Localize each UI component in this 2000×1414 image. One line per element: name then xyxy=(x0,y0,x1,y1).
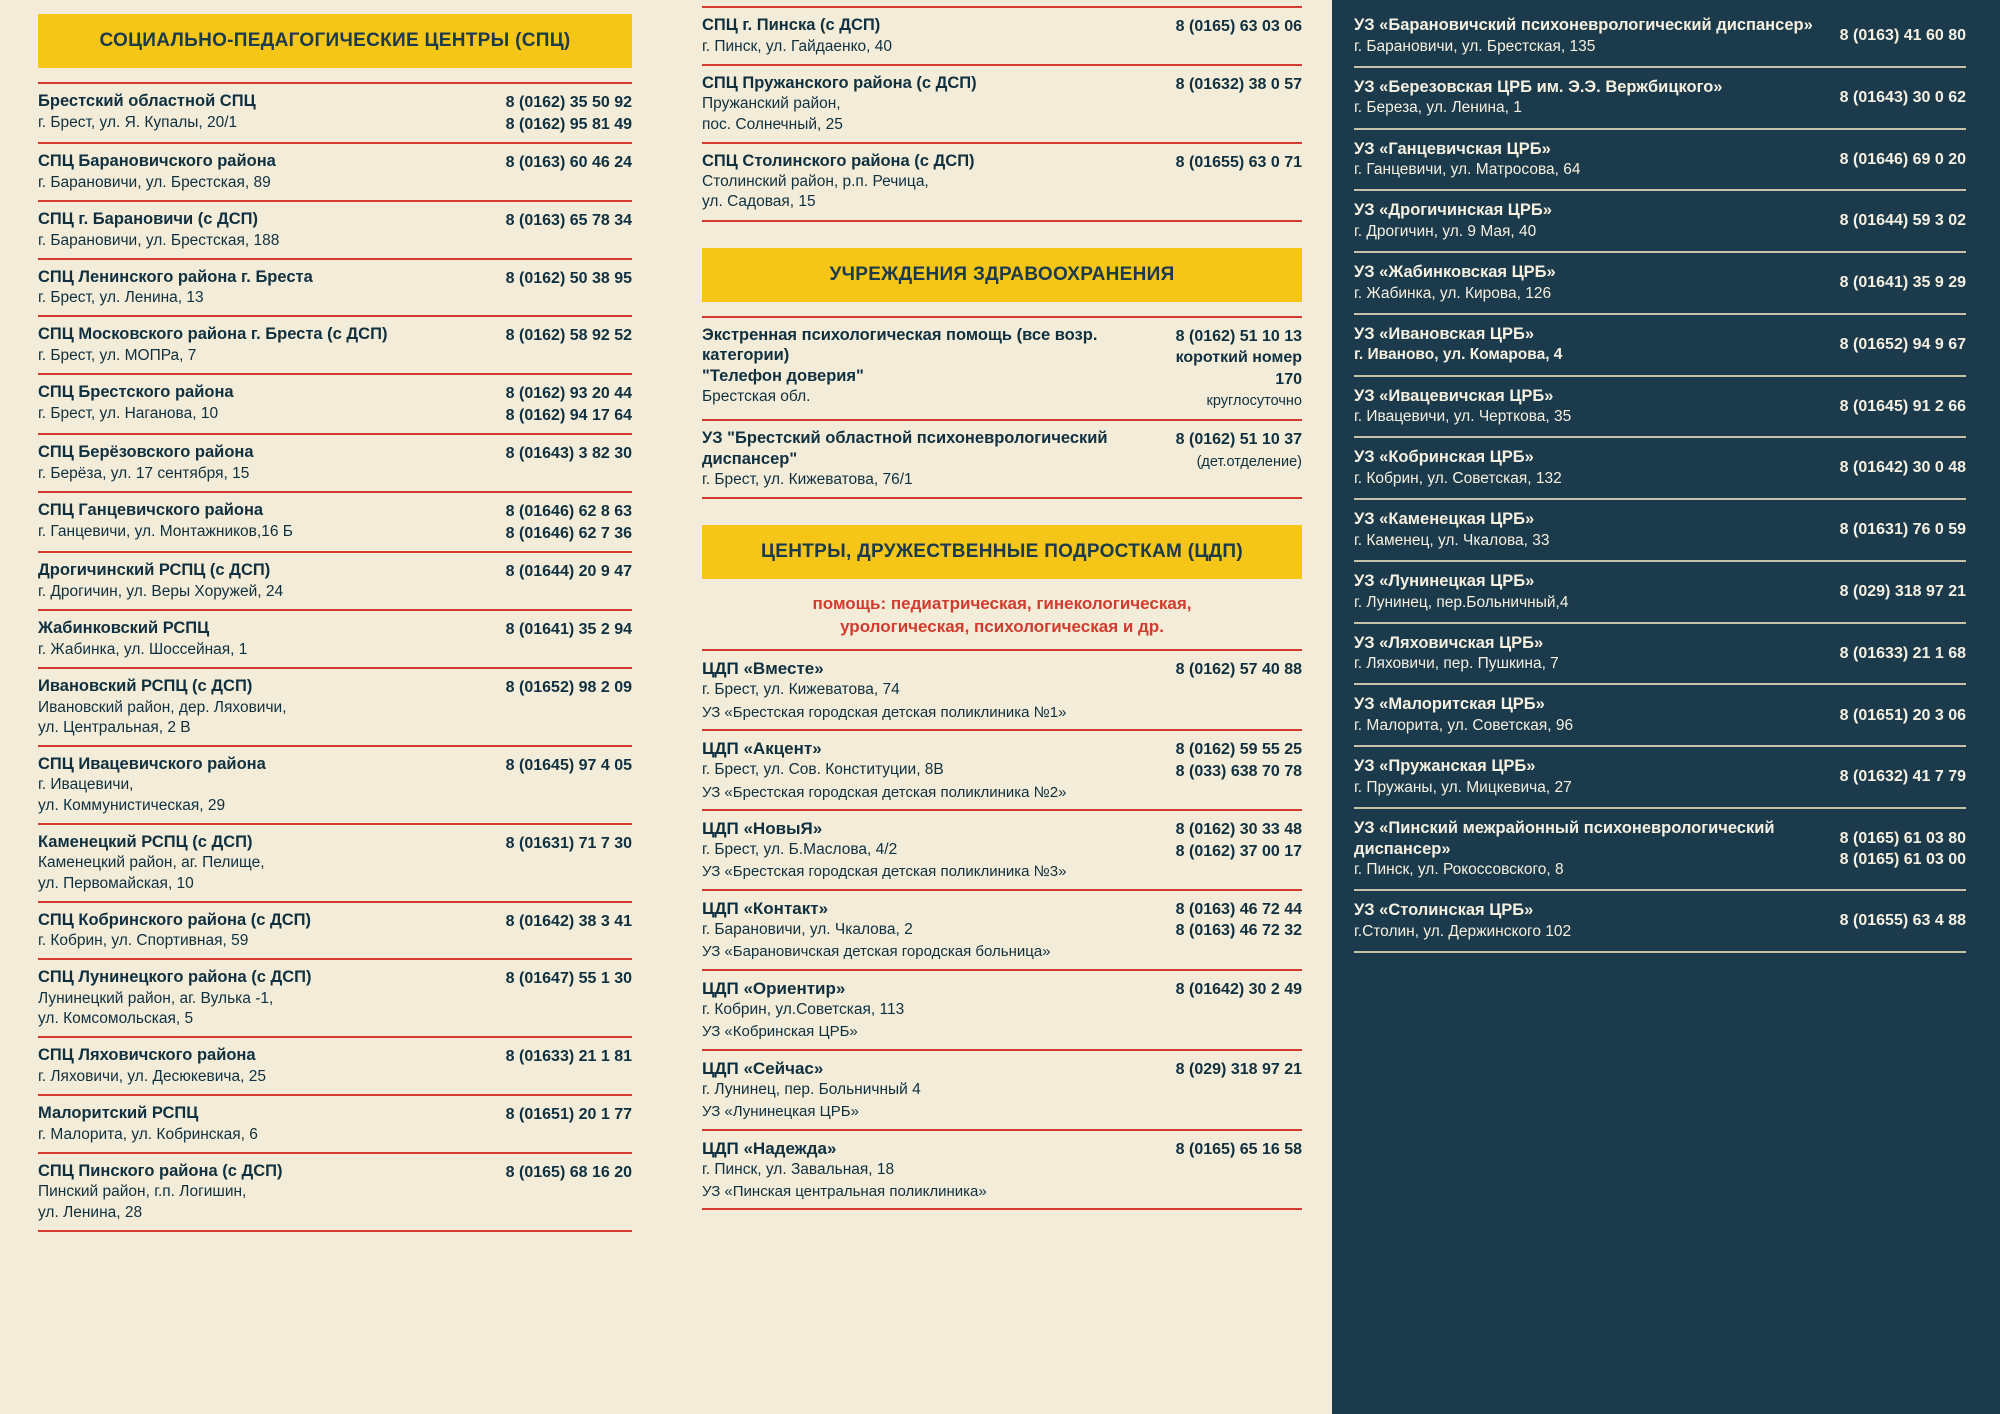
entry-address: г. Каменец, ул. Чкалова, 33 xyxy=(1354,531,1550,549)
entry-address: г. Пинск, ул. Завальная, 18 xyxy=(702,1160,895,1178)
entry-address: Брестская обл. xyxy=(702,388,811,406)
entry-name: СПЦ Московского района г. Бреста (с ДСП) xyxy=(38,325,388,344)
directory-entry xyxy=(38,375,632,435)
entry-address: г. Иваново, ул. Комарова, 4 xyxy=(1354,346,1563,364)
entry-name: ЦДП «НовыЯ» xyxy=(702,819,823,838)
entry-info xyxy=(38,1161,292,1223)
entry-address: Пинский район, г.п. Логишин, ул. Ленина, 28 xyxy=(38,1183,247,1221)
entry-address: г. Барановичи, ул. Брестская, 89 xyxy=(38,173,271,191)
entry-info xyxy=(38,618,257,660)
cdp-list xyxy=(702,649,1302,1210)
entry-name: СПЦ Ганцевичского района xyxy=(38,501,264,520)
entry-info xyxy=(702,15,902,57)
entry-name: СПЦ Ивацевичского района xyxy=(38,754,266,773)
entry-name: СПЦ Пинского района (с ДСП) xyxy=(38,1161,283,1180)
directory-entry xyxy=(702,66,1302,144)
entry-address: г. Брест, ул. Сов. Конституции, 8В xyxy=(702,761,944,779)
entry-phone[interactable]: 8 (01651) 20 3 06 xyxy=(1839,706,1966,724)
entry-phone[interactable]: 8 (029) 318 97 21 xyxy=(1839,582,1966,600)
banner-health: УЧРЕЖДЕНИЯ ЗДРАВООХРАНЕНИЯ xyxy=(702,248,1302,302)
entry-info xyxy=(702,1058,931,1122)
column-spc xyxy=(0,0,672,1414)
entry-name: ЦДП «Акцент» xyxy=(702,739,822,759)
entry-address: г. Барановичи, ул. Брестская, 135 xyxy=(1354,37,1596,55)
entry-phone[interactable]: 8 (01641) 35 9 29 xyxy=(1839,274,1966,292)
entry-address: г. Брест, ул. Кижеватова, 74 xyxy=(702,681,900,699)
entry-info xyxy=(1354,139,1591,181)
entry-address: г. Брест, ул. Наганова, 10 xyxy=(38,404,219,422)
directory-entry xyxy=(38,611,632,669)
entry-address: г. Кобрин, ул. Спортивная, 59 xyxy=(38,932,249,950)
entry-name: СПЦ Пружанского района (с ДСП) xyxy=(702,73,977,92)
spc-list xyxy=(38,82,632,1232)
entry-address: г. Лунинец, пер. Больничный 4 xyxy=(702,1080,921,1098)
entry-phone[interactable]: 8 (01645) 97 4 05 xyxy=(505,756,632,774)
entry-phone[interactable]: 8 (01645) 91 2 66 xyxy=(1839,397,1966,415)
entry-info xyxy=(1354,15,1823,57)
entry-phone[interactable]: 8 (0162) 50 38 95 xyxy=(505,269,632,287)
entry-address: г. Пинск, ул. Рокоссовского, 8 xyxy=(1354,861,1564,879)
health-list xyxy=(702,316,1302,500)
entry-info xyxy=(702,428,1176,490)
entry-info xyxy=(702,818,1076,882)
entry-info xyxy=(1354,694,1583,736)
entry-phone[interactable]: 8 (0163) 46 72 44 8 (0163) 46 72 32 xyxy=(1175,900,1302,940)
entry-phone[interactable]: 8 (01655) 63 0 71 xyxy=(1175,153,1302,171)
directory-entry xyxy=(38,553,632,611)
entry-name: УЗ «Столинская ЦРБ» xyxy=(1354,901,1534,920)
entry-name: УЗ «Пружанская ЦРБ» xyxy=(1354,757,1536,776)
directory-entry xyxy=(1354,130,1966,192)
entry-institution: УЗ «Брестская городская детская поликлиника №3» xyxy=(702,863,1067,881)
directory-entry xyxy=(38,435,632,493)
entry-institution: УЗ «Барановичская детская городская больница» xyxy=(702,943,1051,961)
entry-name: Ивановский РСПЦ (с ДСП) xyxy=(38,676,253,695)
entry-info xyxy=(702,73,987,135)
directory-entry xyxy=(1354,191,1966,253)
entry-phone[interactable]: 8 (0162) 59 55 25 8 (033) 638 70 78 xyxy=(1175,741,1302,780)
entry-name: УЗ "Брестский областной психоневрологический диспансер" xyxy=(702,428,1108,468)
entry-address: Каменецкий район, аг. Пелище, ул. Первомайская, 10 xyxy=(38,854,265,892)
entry-phone[interactable]: 8 (01642) 38 3 41 xyxy=(505,912,632,930)
directory-entry xyxy=(702,6,1302,66)
entry-phone[interactable]: 8 (0163) 60 46 24 xyxy=(505,154,632,172)
entry-name: Дрогичинский РСПЦ (с ДСП) xyxy=(38,561,271,580)
entry-phone[interactable]: 8 (01632) 41 7 79 xyxy=(1839,768,1966,786)
directory-entry xyxy=(1354,747,1966,809)
entry-address: г. Лунинец, пер.Больничный,4 xyxy=(1354,593,1569,611)
entry-address: г. Дрогичин, ул. Веры Хоружей, 24 xyxy=(38,583,284,601)
entry-info xyxy=(38,209,289,251)
entry-name: ЦДП «Надежда» xyxy=(702,1138,837,1158)
directory-entry xyxy=(702,316,1302,421)
entry-address: г. Пинск, ул. Гайдаенко, 40 xyxy=(702,37,893,55)
banner-cdp: ЦЕНТРЫ, ДРУЖЕСТВЕННЫЕ ПОДРОСТКАМ (ЦДП) xyxy=(702,525,1302,579)
entry-name: СПЦ Берёзовского района xyxy=(38,443,254,462)
entry-address: г. Жабинка, ул. Шоссейная, 1 xyxy=(38,640,248,658)
entry-phone[interactable]: 8 (01651) 20 1 77 xyxy=(505,1106,632,1124)
directory-entry xyxy=(702,811,1302,891)
entry-name: СПЦ г. Пинска (с ДСП) xyxy=(702,16,881,34)
directory-entry xyxy=(702,1051,1302,1131)
entry-name: СПЦ Барановичского района xyxy=(38,152,276,171)
entry-phone[interactable]: 8 (0165) 68 16 20 xyxy=(505,1163,632,1181)
directory-entry xyxy=(38,317,632,375)
entry-info xyxy=(702,658,1076,722)
entry-address: г. Малорита, ул. Советская, 96 xyxy=(1354,717,1574,735)
entry-name: СПЦ Ляховичского района xyxy=(38,1046,256,1065)
entry-address: г. Ганцевичи, ул. Монтажников,16 Б xyxy=(38,522,293,540)
entry-info xyxy=(38,442,264,484)
entry-phone[interactable]: 8 (01633) 21 1 81 xyxy=(505,1048,632,1066)
entry-phone[interactable]: 8 (01641) 35 2 94 xyxy=(505,621,632,639)
directory-entry xyxy=(702,421,1302,499)
entry-address: г. Жабинка, ул. Кирова, 126 xyxy=(1354,284,1552,302)
entry-name: УЗ «Барановичский психоневрологический диспансер» xyxy=(1354,16,1813,34)
entry-info xyxy=(38,560,293,602)
entry-info xyxy=(38,91,266,133)
entry-info xyxy=(38,910,321,952)
directory-entry xyxy=(702,891,1302,971)
directory-entry xyxy=(702,144,1302,222)
entry-name: УЗ «Лунинецкая ЦРБ» xyxy=(1354,571,1535,590)
cdp-subtitle: помощь: педиатрическая, гинекологическая, урологическая, психологическая и др. xyxy=(812,594,1192,637)
entry-address: г. Брест, ул. Я. Купалы, 20/1 xyxy=(38,113,238,131)
entry-address: г. Кобрин, ул. Советская, 132 xyxy=(1354,469,1562,487)
entry-name: СПЦ г. Барановичи (с ДСП) xyxy=(38,209,259,228)
entry-phone[interactable]: 8 (0165) 65 16 58 xyxy=(1175,1140,1302,1158)
entry-info xyxy=(702,1138,997,1202)
directory-entry xyxy=(1354,891,1966,953)
entry-info xyxy=(1354,447,1572,489)
entry-phone-note: (дет.отделение) xyxy=(1196,453,1302,470)
entry-phone[interactable]: 8 (0163) 41 60 80 xyxy=(1839,27,1966,45)
entry-phone[interactable]: 8 (0162) 35 50 92 8 (0162) 95 81 49 xyxy=(505,94,632,133)
directory-entry xyxy=(702,731,1302,811)
entry-info xyxy=(1354,509,1559,551)
entry-address: г. Пружаны, ул. Мицкевича, 27 xyxy=(1354,778,1572,796)
entry-info xyxy=(38,1045,276,1087)
directory-entry xyxy=(1354,315,1966,377)
entry-institution: УЗ «Брестская городская детская поликлиника №1» xyxy=(702,703,1067,721)
entry-phone[interactable]: 8 (01655) 63 4 88 xyxy=(1839,912,1966,930)
entry-info xyxy=(1354,633,1569,675)
directory-entry xyxy=(38,669,632,747)
entry-institution: УЗ «Лунинецкая ЦРБ» xyxy=(702,1103,859,1121)
entry-phone[interactable]: 8 (01632) 38 0 57 xyxy=(1175,75,1302,93)
entry-phone-note: круглосуточно xyxy=(1206,393,1302,410)
entry-address: г.Столин, ул. Держинского 102 xyxy=(1354,922,1572,940)
entry-phone[interactable]: 8 (0162) 51 10 13 короткий номер 170 круглосуточно xyxy=(1175,327,1302,410)
entry-address: г. Барановичи, ул. Чкалова, 2 xyxy=(702,921,913,939)
entry-address: г. Брест, ул. МОПРа, 7 xyxy=(38,347,197,365)
entry-name: СПЦ Брестского района xyxy=(38,383,234,402)
directory-entry xyxy=(38,1154,632,1232)
entry-phone[interactable]: 8 (01646) 62 8 63 8 (01646) 62 7 36 xyxy=(505,503,632,542)
entry-address: г. Береза, ул. Ленина, 1 xyxy=(1354,99,1522,117)
entry-phone[interactable]: 8 (01644) 59 3 02 xyxy=(1839,212,1966,230)
entry-phone[interactable]: 8 (01647) 55 1 30 xyxy=(505,970,632,988)
entry-phone[interactable]: 8 (0162) 93 20 44 8 (0162) 94 17 64 xyxy=(505,385,632,424)
entry-address: г. Ганцевичи, ул. Матросова, 64 xyxy=(1354,161,1581,179)
entry-info xyxy=(1354,818,1840,880)
entry-address: Ивановский район, дер. Ляховичи, ул. Центральная, 2 В xyxy=(38,698,287,736)
directory-entry xyxy=(38,260,632,318)
entry-address: г. Малорита, ул. Кобринская, 6 xyxy=(38,1125,258,1143)
entry-name: ЦДП «Сейчас» xyxy=(702,1058,824,1078)
directory-entry xyxy=(702,649,1302,731)
entry-phone[interactable]: 8 (01644) 20 9 47 xyxy=(505,563,632,581)
entry-name: Жабинковский РСПЦ xyxy=(38,619,210,638)
entry-name: УЗ «Пинский межрайонный психоневрологический диспансер» xyxy=(1354,818,1775,858)
directory-entry xyxy=(702,971,1302,1051)
entry-info xyxy=(702,325,1176,408)
entry-phone[interactable]: 8 (0165) 61 03 80 8 (0165) 61 03 00 xyxy=(1839,829,1966,869)
entry-phone[interactable]: 8 (01633) 21 1 68 xyxy=(1839,644,1966,662)
entry-name: УЗ «Жабинковская ЦРБ» xyxy=(1354,263,1556,282)
entry-name: ЦДП «Ориентир» xyxy=(702,978,846,998)
directory-entry xyxy=(38,825,632,903)
entry-name: СПЦ Ленинского района г. Бреста xyxy=(38,267,313,286)
directory-entry xyxy=(38,493,632,553)
entry-phone[interactable]: 8 (01646) 69 0 20 xyxy=(1839,150,1966,168)
entry-institution: УЗ «Кобринская ЦРБ» xyxy=(702,1023,858,1041)
entry-info xyxy=(38,324,397,366)
entry-info xyxy=(1354,386,1581,428)
entry-name: СПЦ Лунинецкого района (с ДСП) xyxy=(38,968,312,987)
entry-address: г. Брест, ул. Кижеватова, 76/1 xyxy=(702,471,913,489)
directory-entry xyxy=(38,903,632,961)
entry-info xyxy=(38,151,286,193)
directory-entry xyxy=(1354,68,1966,130)
entry-name: УЗ «Каменецкая ЦРБ» xyxy=(1354,510,1535,529)
entry-info xyxy=(38,382,244,424)
entry-institution: УЗ «Пинская центральная поликлиника» xyxy=(702,1182,987,1200)
entry-phone[interactable]: 8 (0163) 65 78 34 xyxy=(505,211,632,229)
entry-address: г. Дрогичин, ул. 9 Мая, 40 xyxy=(1354,222,1537,240)
entry-name: ЦДП «Контакт» xyxy=(702,898,829,918)
entry-name: Экстренная психологическая помощь (все возр. категории) "Телефон доверия" xyxy=(702,325,1098,385)
entry-phone[interactable]: 8 (0162) 30 33 48 8 (0162) 37 00 17 xyxy=(1175,821,1302,860)
entry-name: ЦДП «Вместе» xyxy=(702,659,824,679)
entry-phone[interactable]: 8 (01643) 30 0 62 xyxy=(1839,88,1966,106)
entry-info xyxy=(1354,324,1572,366)
directory-entry xyxy=(1354,6,1966,68)
entry-address: г. Ивацевичи, ул. Черткова, 35 xyxy=(1354,408,1572,426)
entry-info xyxy=(38,754,276,816)
directory-entry xyxy=(1354,562,1966,624)
entry-address: г. Ляховичи, ул. Десюкевича, 25 xyxy=(38,1067,266,1085)
entry-info xyxy=(38,267,323,309)
entry-name: Малоритский РСПЦ xyxy=(38,1104,199,1123)
directory-entry xyxy=(1354,438,1966,500)
directory-entry xyxy=(38,960,632,1038)
entry-info xyxy=(38,676,297,738)
banner-spc: СОЦИАЛЬНО-ПЕДАГОГИЧЕСКИЕ ЦЕНТРЫ (СПЦ) xyxy=(38,14,632,68)
entry-address: Столинский район, р.п. Речица, ул. Садовая, 15 xyxy=(702,173,929,211)
entry-name: УЗ «Малоритская ЦРБ» xyxy=(1354,695,1545,714)
entry-info xyxy=(702,738,1076,802)
entry-phone[interactable]: 8 (01631) 71 7 30 xyxy=(505,834,632,852)
entry-name: УЗ «Дрогичинская ЦРБ» xyxy=(1354,201,1552,220)
directory-entry xyxy=(1354,377,1966,439)
directory-entry xyxy=(38,747,632,825)
entry-info xyxy=(702,898,1061,962)
entry-address: г. Кобрин, ул.Советская, 113 xyxy=(702,1001,905,1019)
column-middle xyxy=(672,0,1332,1414)
entry-info xyxy=(1354,77,1733,119)
entry-phone[interactable]: 8 (01652) 94 9 67 xyxy=(1839,335,1966,353)
entry-info xyxy=(38,1103,268,1145)
entry-name: УЗ «Ивановская ЦРБ» xyxy=(1354,324,1535,343)
entry-info xyxy=(1354,200,1562,242)
entry-info xyxy=(1354,900,1581,942)
entry-name: УЗ «Ляховичская ЦРБ» xyxy=(1354,633,1544,652)
entry-name: Брестский областной СПЦ xyxy=(38,92,256,110)
entry-address: г. Барановичи, ул. Брестская, 188 xyxy=(38,231,280,249)
directory-entry xyxy=(1354,500,1966,562)
entry-info xyxy=(702,151,985,213)
directory-entry xyxy=(1354,624,1966,686)
spc-list-continued xyxy=(702,6,1302,222)
hospital-list xyxy=(1354,6,1966,953)
directory-entry xyxy=(1354,685,1966,747)
directory-entry xyxy=(38,1096,632,1154)
entry-address: г. Ляховичи, пер. Пушкина, 7 xyxy=(1354,655,1559,673)
entry-name: Каменецкий РСПЦ (с ДСП) xyxy=(38,832,253,851)
directory-entry xyxy=(38,82,632,144)
entry-name: УЗ «Ивацевичская ЦРБ» xyxy=(1354,386,1554,405)
entry-name: УЗ «Ганцевичская ЦРБ» xyxy=(1354,139,1551,158)
entry-phone[interactable]: 8 (0162) 58 92 52 xyxy=(505,327,632,345)
entry-institution: УЗ «Брестская городская детская поликлиника №2» xyxy=(702,783,1067,801)
entry-phone[interactable]: 8 (01642) 30 2 49 xyxy=(1175,980,1302,998)
entry-name: СПЦ Кобринского района (с ДСП) xyxy=(38,910,312,929)
directory-entry xyxy=(1354,809,1966,891)
entry-address: г. Берёза, ул. 17 сентября, 15 xyxy=(38,465,250,483)
entry-phone[interactable]: 8 (0162) 51 10 37 (дет.отделение) xyxy=(1175,430,1302,470)
entry-info xyxy=(1354,571,1578,613)
column-hospitals xyxy=(1332,0,2000,1414)
entry-address: г. Брест, ул. Б.Маслова, 4/2 xyxy=(702,841,898,859)
entry-name: УЗ «Березовская ЦРБ им. Э.Э. Вержбицкого» xyxy=(1354,77,1723,96)
entry-info xyxy=(702,978,914,1042)
entry-phone[interactable]: 8 (01631) 76 0 59 xyxy=(1839,521,1966,539)
entry-info xyxy=(38,832,275,894)
entry-info xyxy=(38,967,321,1029)
entry-phone[interactable]: 8 (01643) 3 82 30 xyxy=(505,445,632,463)
entry-phone[interactable]: 8 (0162) 57 40 88 xyxy=(1175,661,1302,679)
entry-phone[interactable]: 8 (01652) 98 2 09 xyxy=(505,678,632,696)
entry-name: УЗ «Кобринская ЦРБ» xyxy=(1354,448,1534,467)
entry-phone[interactable]: 8 (029) 318 97 21 xyxy=(1175,1060,1302,1078)
directory-entry xyxy=(38,144,632,202)
entry-name: СПЦ Столинского района (с ДСП) xyxy=(702,151,975,170)
entry-info xyxy=(1354,756,1582,798)
entry-info xyxy=(38,500,303,542)
entry-address: Пружанский район, пос. Солнечный, 25 xyxy=(702,95,843,133)
directory-entry xyxy=(702,1131,1302,1211)
entry-address: г. Ивацевичи, ул. Коммунистическая, 29 xyxy=(38,776,226,814)
entry-phone[interactable]: 8 (01642) 30 0 48 xyxy=(1839,459,1966,477)
entry-phone[interactable]: 8 (0165) 63 03 06 xyxy=(1175,18,1302,35)
entry-address: Лунинецкий район, аг. Вулька -1, ул. Комсомольская, 5 xyxy=(38,990,274,1028)
directory-entry xyxy=(38,1038,632,1096)
entry-address: г. Брест, ул. Ленина, 13 xyxy=(38,289,204,307)
directory-entry xyxy=(1354,253,1966,315)
directory-entry xyxy=(38,202,632,260)
entry-info xyxy=(1354,262,1566,304)
